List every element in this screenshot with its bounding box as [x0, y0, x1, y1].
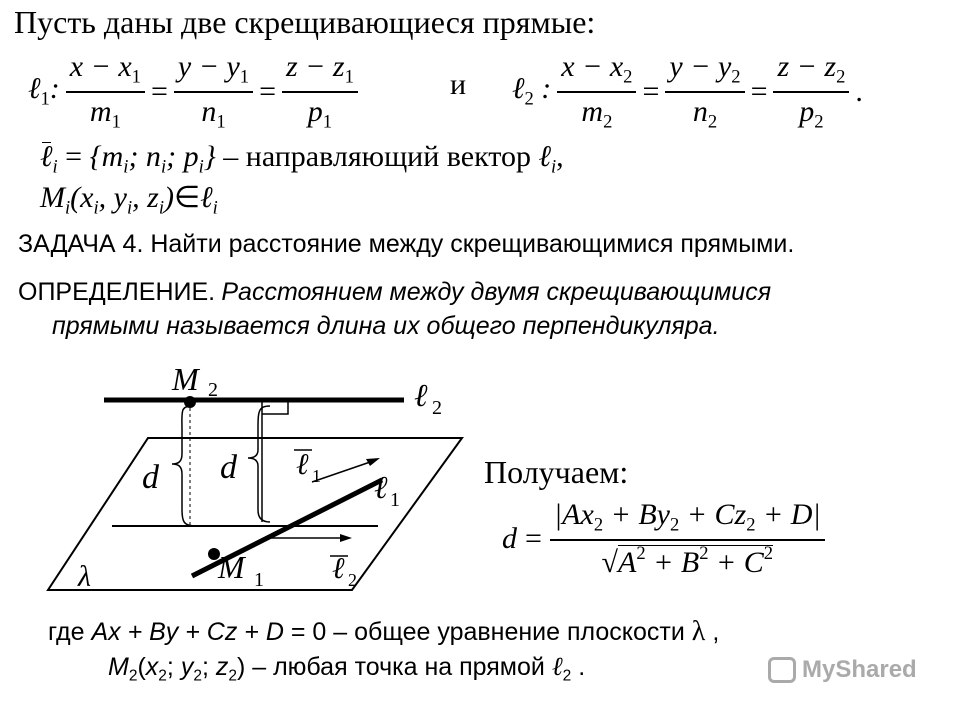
line1-frac-y: $\frac{y - y_1}{n_1}$: [174, 50, 253, 133]
label-d-left: d: [142, 459, 159, 496]
brace-right: [248, 406, 270, 522]
label-l2-vec-sub: 2: [348, 570, 357, 590]
label-l2-sub: 2: [432, 397, 442, 419]
watermark-logo-icon: [768, 657, 796, 683]
vector-l2-arrowhead: [340, 534, 352, 542]
line1-equation: ℓ$_1$: $\frac{x - x_1}{m_1}$ = $\frac{y - y_1}{n_1}$ = $\frac{z - z_1}{p_1}$: [28, 50, 358, 133]
label-l1: ℓ: [374, 469, 388, 505]
result-label: Получаем:: [484, 454, 629, 490]
brace-left: [172, 406, 196, 526]
label-lambda: λ: [78, 560, 91, 593]
skew-lines-figure: [0, 350, 480, 610]
conjunction-and: и: [450, 68, 467, 101]
label-l2: ℓ: [414, 377, 428, 413]
line2-equation: ℓ$_2$ : $\frac{x - x_2}{m_2}$ = $\frac{y - y_2}{n_2}$ = $\frac{z - z_2}{p_2}$ .: [512, 50, 863, 132]
where-line1: где Ax + By + Cz + D = 0 – общее уравнение плоскости λ ,: [48, 616, 720, 647]
direction-vector-line: ℓ$_i$ = {$m_i$; $n_i$; $p_i$} – направляющий вектор ℓ$_i$,: [40, 140, 564, 178]
intro-text: Пусть даны две скрещивающиеся прямые:: [14, 4, 596, 40]
line2-frac-z: $\frac{z - z_2}{p_2}$: [773, 50, 849, 133]
point-M2: [184, 396, 196, 408]
vector-l1-arrow: [312, 460, 376, 482]
line1-frac-z: $\frac{z - z_1}{p_1}$: [282, 50, 358, 133]
line2-frac-y: $\frac{y - y_2}{n_2}$: [665, 50, 744, 133]
label-M1-sub: 1: [254, 569, 264, 591]
label-M2: M: [172, 361, 199, 397]
plane-lambda: [48, 438, 462, 590]
label-l1-vec: ℓ: [296, 448, 309, 481]
label-l2-vec: ℓ: [332, 552, 345, 585]
definition-line1: ОПРЕДЕЛЕНИЕ. Расстоянием между двумя скрещивающимися: [18, 278, 772, 306]
distance-fraction: $\frac{|Ax_2 + By_2 + Cz_2 + D|}{√A^2 + B^2 + C^2}$: [550, 498, 825, 580]
label-l1-vec-sub: 1: [312, 466, 321, 486]
task-statement: ЗАДАЧА 4. Найти расстояние между скрещивающимися прямыми.: [18, 230, 795, 258]
line2-frac-x: $\frac{x - x_2}{m_2}$: [557, 50, 636, 133]
point-on-line: $M_i(x_i$, $y_i$, $z_i)\in\ell_i$: [40, 181, 218, 219]
definition-line2: прямыми называется длина их общего перпендикуляра.: [52, 312, 720, 340]
right-angle-mark: [262, 402, 288, 414]
line2-name: ℓ$_2$ :: [512, 72, 552, 110]
where-line2: $M_2(x_2$; $y_2$; $z_2$) – любая точка на прямой ℓ$_2$ .: [108, 652, 586, 685]
label-d-right: d: [220, 449, 237, 486]
line1-name: ℓ$_1$:: [28, 72, 60, 110]
label-M1: M: [218, 549, 245, 585]
line1-frac-x: $\frac{x - x_1}{m_1}$: [66, 50, 145, 133]
vector-l1-arrowhead: [366, 458, 380, 466]
label-M2-sub: 2: [208, 379, 218, 401]
watermark: MyShared: [768, 656, 917, 684]
distance-formula: d = $\frac{|Ax_2 + By_2 + Cz_2 + D|}{√A^2 + B^2 + C^2}$: [502, 498, 825, 580]
label-l1-sub: 1: [390, 489, 400, 511]
